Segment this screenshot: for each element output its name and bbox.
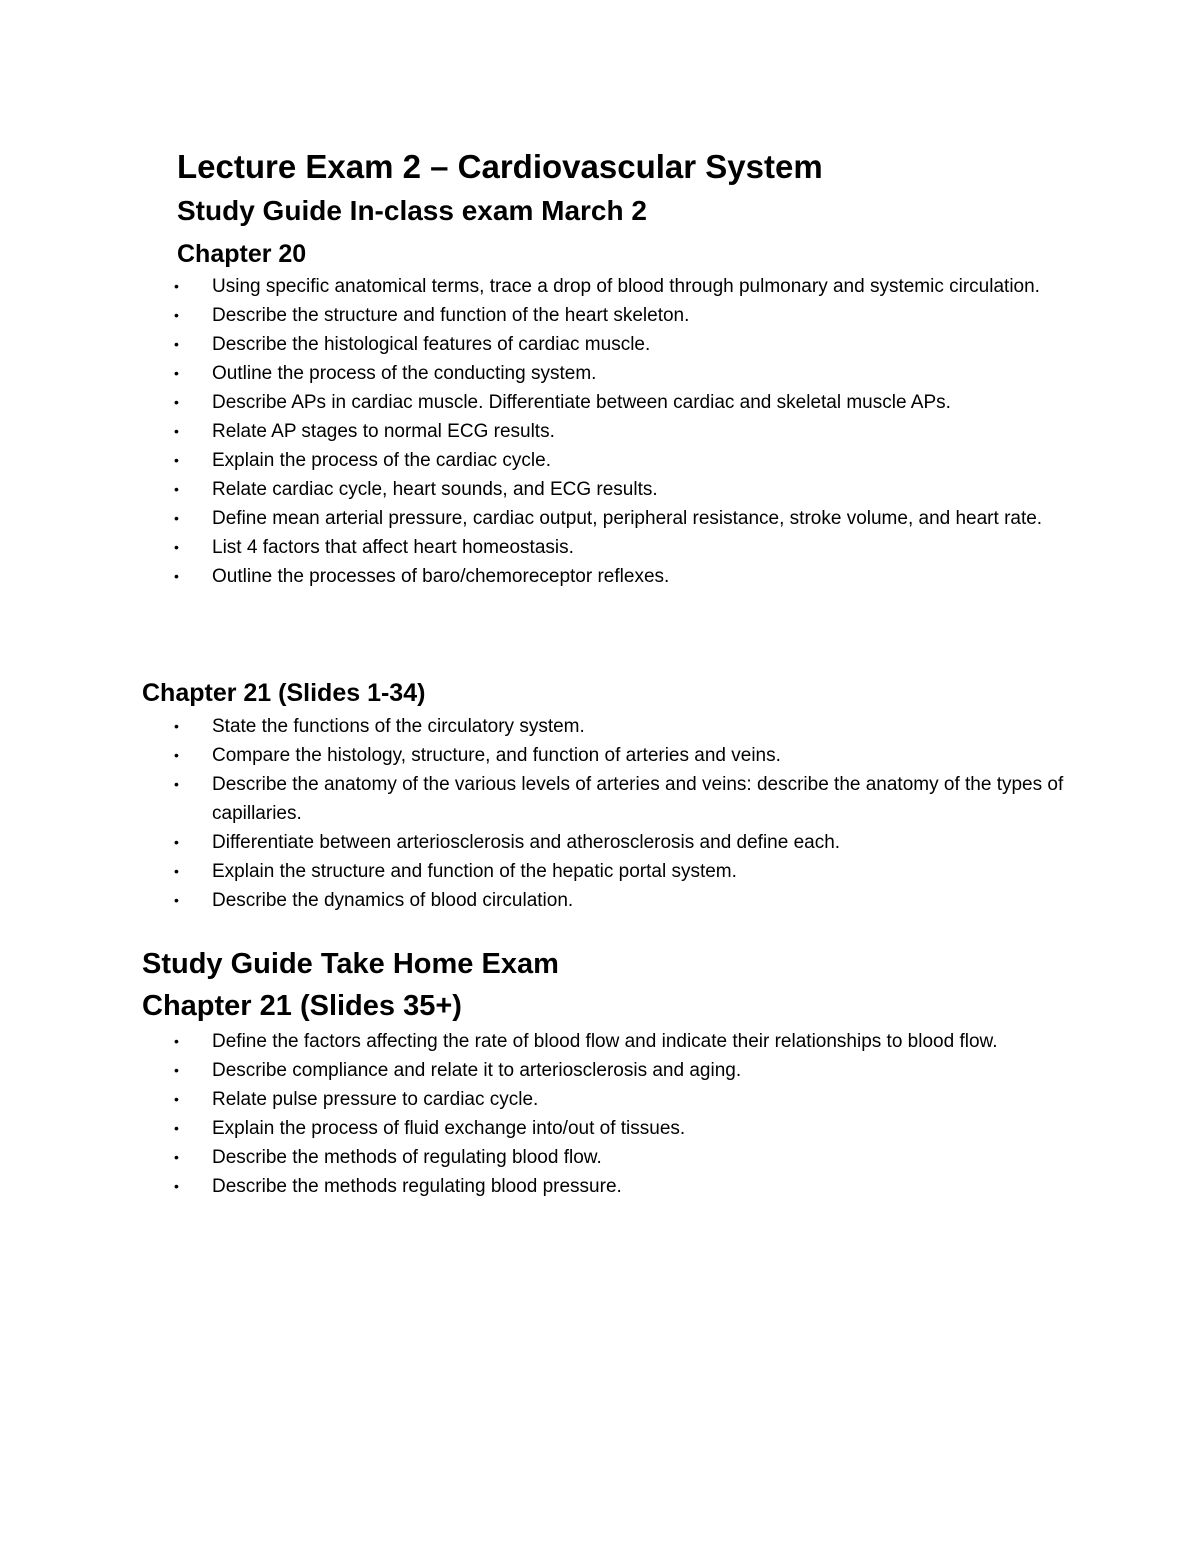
objective-item: [172, 1143, 1072, 1172]
objective-item: [172, 828, 1072, 857]
bullet-icon: •: [174, 510, 179, 526]
bullet-icon: •: [174, 452, 179, 468]
objective-text: Describe the anatomy of the various levels of arteries and veins: describe the anatomy of the types of capillaries.: [212, 774, 1064, 824]
bullet-icon: •: [174, 1062, 179, 1078]
bullet-icon: •: [174, 539, 179, 555]
objective-text: Describe compliance and relate it to arteriosclerosis and aging.: [212, 1060, 742, 1081]
bullet-icon: •: [174, 776, 179, 792]
document-title: Lecture Exam 2 – Cardiovascular System: [177, 148, 823, 185]
objective-text: Explain the process of the cardiac cycle.: [212, 450, 552, 471]
objective-text: Outline the processes of baro/chemoreceptor reflexes.: [212, 566, 670, 587]
objective-item: [172, 475, 1072, 504]
bullet-icon: •: [174, 834, 179, 850]
chapter-20-heading: Chapter 20: [177, 240, 307, 268]
chapter-21a-heading: Chapter 21 (Slides 1-34): [142, 679, 426, 707]
objective-text: Explain the structure and function of the hepatic portal system.: [212, 861, 737, 882]
objective-text: Describe the structure and function of the heart skeleton.: [212, 305, 690, 326]
objective-text: Compare the histology, structure, and function of arteries and veins.: [212, 745, 781, 766]
bullet-icon: •: [174, 1033, 179, 1049]
objective-item: [172, 712, 1072, 741]
objective-text: List 4 factors that affect heart homeostasis.: [212, 537, 574, 558]
objective-item: [172, 1027, 1072, 1056]
bullet-icon: •: [174, 394, 179, 410]
objective-item: [172, 272, 1072, 301]
objective-item: [172, 533, 1072, 562]
chapter-21b-objectives: [172, 1027, 1072, 1201]
bullet-icon: •: [174, 568, 179, 584]
objective-text: Describe the methods of regulating blood flow.: [212, 1147, 602, 1168]
section-heading-inclass: Study Guide In-class exam March 2: [177, 195, 647, 226]
bullet-icon: •: [174, 718, 179, 734]
objective-item: [172, 1114, 1072, 1143]
bullet-icon: •: [174, 278, 179, 294]
objective-text: Using specific anatomical terms, trace a drop of blood through pulmonary and systemic circulation.: [212, 276, 1040, 297]
bullet-icon: •: [174, 1149, 179, 1165]
bullet-icon: •: [174, 863, 179, 879]
objective-item: [172, 359, 1072, 388]
chapter-21a-objectives: [172, 712, 1072, 915]
objective-text: Relate AP stages to normal ECG results.: [212, 421, 555, 442]
objective-item: [172, 1172, 1072, 1201]
objective-text: Describe the dynamics of blood circulation.: [212, 890, 574, 911]
objective-item: [172, 388, 1072, 417]
objective-text: Outline the process of the conducting system.: [212, 363, 597, 384]
objective-item: [172, 417, 1072, 446]
bullet-icon: •: [174, 1178, 179, 1194]
objective-item: [172, 301, 1072, 330]
objective-item: [172, 770, 1072, 828]
objective-text: State the functions of the circulatory system.: [212, 716, 585, 737]
bullet-icon: •: [174, 481, 179, 497]
bullet-icon: •: [174, 1091, 179, 1107]
objective-item: [172, 857, 1072, 886]
bullet-icon: •: [174, 336, 179, 352]
bullet-icon: •: [174, 423, 179, 439]
objective-item: [172, 886, 1072, 915]
objective-item: [172, 446, 1072, 475]
objective-item: [172, 330, 1072, 359]
objective-text: Describe APs in cardiac muscle. Differentiate between cardiac and skeletal muscle APs.: [212, 392, 951, 413]
section-heading-takehome: Study Guide Take Home Exam: [142, 948, 559, 980]
objective-text: Describe the histological features of cardiac muscle.: [212, 334, 651, 355]
bullet-icon: •: [174, 1120, 179, 1136]
objective-text: Differentiate between arteriosclerosis and atherosclerosis and define each.: [212, 832, 841, 853]
bullet-icon: •: [174, 365, 179, 381]
objective-item: [172, 1085, 1072, 1114]
objective-item: [172, 504, 1072, 533]
objective-text: Relate cardiac cycle, heart sounds, and ECG results.: [212, 479, 658, 500]
objective-text: Define the factors affecting the rate of blood flow and indicate their relationships to blood flow.: [212, 1031, 998, 1052]
objective-text: Define mean arterial pressure, cardiac output, peripheral resistance, stroke volume, and heart rate.: [212, 508, 1043, 529]
objective-text: Relate pulse pressure to cardiac cycle.: [212, 1089, 539, 1110]
chapter-21b-heading: Chapter 21 (Slides 35+): [142, 990, 462, 1022]
bullet-icon: •: [174, 307, 179, 323]
objective-item: [172, 1056, 1072, 1085]
chapter-20-objectives: [172, 272, 1072, 591]
objective-item: [172, 741, 1072, 770]
objective-text: Explain the process of fluid exchange into/out of tissues.: [212, 1118, 686, 1139]
bullet-icon: •: [174, 892, 179, 908]
objective-item: [172, 562, 1072, 591]
bullet-icon: •: [174, 747, 179, 763]
objective-text: Describe the methods regulating blood pressure.: [212, 1176, 622, 1197]
